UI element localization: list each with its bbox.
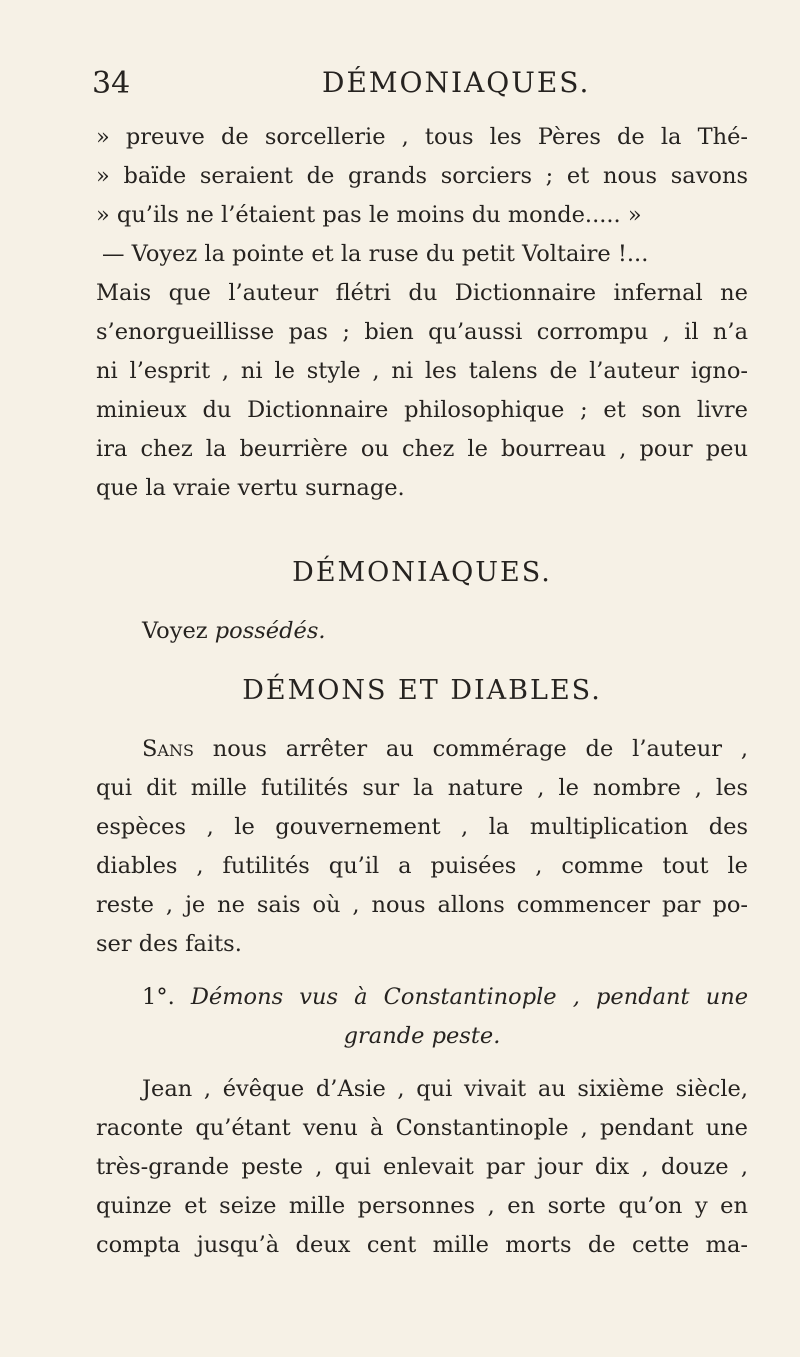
quote-line: » baïde seraient de grands sorciers ; et nous savons bbox=[96, 163, 748, 189]
page-header bbox=[92, 66, 730, 106]
entry-heading-demoniaques: DÉMONIAQUES. bbox=[292, 557, 552, 588]
remark-line: ni l’esprit , ni le style , ni les talens de l’auteur igno- bbox=[96, 358, 748, 384]
subheading-number: 1°. bbox=[142, 984, 191, 1010]
running-title: DÉMONIAQUES. bbox=[322, 66, 591, 99]
paragraph-line: très-grande peste , qui enlevait par jour dix , douze , bbox=[96, 1154, 748, 1180]
remark-line: ira chez la beurrière ou chez le bourreau , pour peu bbox=[96, 436, 748, 462]
small-caps-opening-word: Sans bbox=[142, 736, 194, 762]
paragraph-line: qui dit mille futilités sur la nature , le nombre , les bbox=[96, 775, 748, 801]
remark-line: Mais que l’auteur flétri du Dictionnaire infernal ne bbox=[96, 280, 748, 306]
subheading-text: Démons vus à Constantinople , pendant une bbox=[190, 984, 749, 1010]
paragraph-line: reste , je ne sais où , nous allons commencer par po- bbox=[96, 892, 748, 918]
page-number: 34 bbox=[92, 66, 131, 101]
see-also-target: possédés. bbox=[214, 618, 326, 644]
paragraph-line: ser des faits. bbox=[96, 931, 242, 957]
page-body bbox=[96, 118, 748, 1265]
section-subheading-continued: grande peste. bbox=[343, 1023, 501, 1049]
see-also-prefix: Voyez bbox=[142, 618, 215, 644]
entry-heading-demons: DÉMONS ET DIABLES. bbox=[242, 675, 602, 706]
see-also-reference bbox=[96, 612, 748, 651]
paragraph-line: quinze et seize mille personnes , en sorte qu’on y en bbox=[96, 1193, 748, 1219]
paragraph-line: raconte qu’étant venu à Constantinople , pendant une bbox=[96, 1115, 748, 1141]
remark-line: que la vraie vertu surnage. bbox=[96, 475, 405, 501]
paragraph-line: Jean , évêque d’Asie , qui vivait au sixième siècle, bbox=[142, 1076, 748, 1102]
remark-line: minieux du Dictionnaire philosophique ; et son livre bbox=[96, 397, 748, 423]
paragraph-line: compta jusqu’à deux cent mille morts de cette ma- bbox=[96, 1232, 748, 1258]
paragraph-line: diables , futilités qu’il a puisées , comme tout le bbox=[96, 853, 748, 879]
remark-line: — Voyez la pointe et la ruse du petit Voltaire !... bbox=[102, 241, 649, 267]
section-subheading bbox=[96, 978, 748, 1017]
paragraph-line-text: nous arrêter au commérage de l’auteur , bbox=[193, 736, 748, 762]
remark-line: s’enorgueillisse pas ; bien qu’aussi corrompu , il n’a bbox=[96, 319, 748, 345]
quote-line: » preuve de sorcellerie , tous les Pères de la Thé- bbox=[96, 124, 748, 150]
paragraph-line bbox=[96, 730, 748, 769]
quote-line: » qu’ils ne l’étaient pas le moins du monde..... » bbox=[96, 202, 642, 228]
paragraph-line: espèces , le gouvernement , la multiplication des bbox=[96, 814, 748, 840]
